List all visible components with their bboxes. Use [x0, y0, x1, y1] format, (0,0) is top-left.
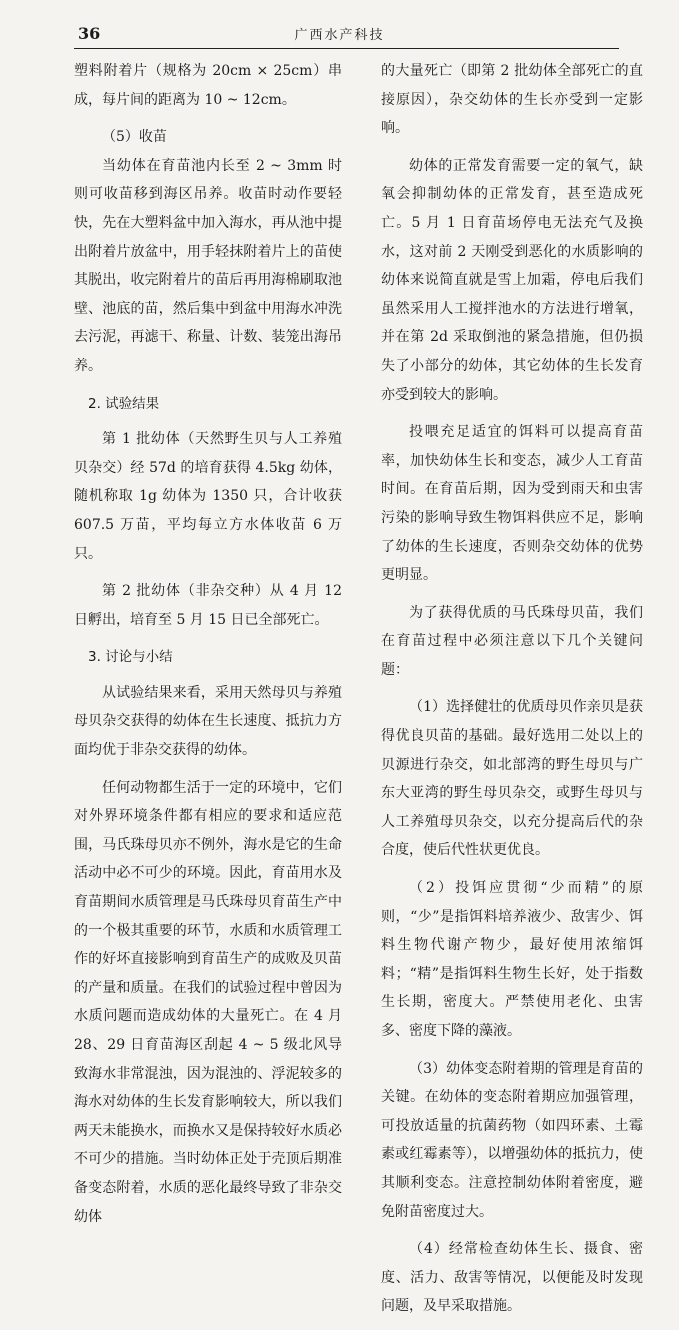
- paragraph-oxygen: 幼体的正常发育需要一定的氧气，缺氧会抑制幼体的正常发育，甚至造成死亡。5 月 1 日育苗场停电无法充气及换水，这对前 2 天刚受到恶化的水质影响的幼体来说简直就是雪上加霜，停电后我们虽然采用人工搅拌池水的方法进行增氧，并在第 2d 采取倒池的紧急措施，但仍损失了小部分的幼体，其它幼体的生长发育亦受到较大的影响。: [381, 157, 643, 403]
- header-rule: [74, 48, 619, 49]
- page-number: 36: [78, 24, 101, 43]
- page-header: [30, 18, 649, 46]
- paragraph-key-issues: 为了获得优质的马氏珠母贝苗，我们在育苗过程中必须注意以下几个关键问题：: [381, 604, 643, 678]
- right-column: [381, 57, 643, 1330]
- paragraph-feeding: 投喂充足适宜的饵料可以提高育苗率，加快幼体生长和变态，减少人工育苗时间。在育苗后期，因为受到雨天和虫害污染的影响导致生物饵料供应不足，影响了幼体的生长速度，否则杂交幼体的优势更明显。: [381, 424, 643, 584]
- paragraph-batch-1: 第 1 批幼体（天然野生贝与人工养殖贝杂交）经 57d 的培育获得 4.5kg 幼体，随机称取 1g 幼体为 1350 只，合计收获 607.5 万苗，平均每立方水体收苗 6 万只。: [74, 431, 342, 562]
- paragraph-continuation: 的大量死亡（即第 2 批幼体全部死亡的直接原因），杂交幼体的生长亦受到一定影响。: [381, 63, 643, 137]
- paragraph-key-3: （3）幼体变态附着期的管理是育苗的关键。在幼体的变态附着期应加强管理，可投放适量的抗菌药物（如四环素、土霉素或红霉素等），以增强幼体的抵抗力，使其顺利变态。注意控制幼体附着密度，避免附苗密度过大。: [381, 1060, 643, 1220]
- paragraph-key-1: （1）选择健壮的优质母贝作亲贝是获得优良贝苗的基础。最好选用二处以上的贝源进行杂交，如北部湾的野生母贝与广东大亚湾的野生母贝杂交，或野生母贝与人工养殖母贝杂交，以充分提高后代的杂合度，使后代性状更优良。: [381, 699, 643, 859]
- section-heading-discussion: 3. 讨论与小结: [88, 649, 173, 666]
- paragraph-harvest: 当幼体在育苗池内长至 2 ~ 3mm 时则可收苗移到海区吊养。收苗时动作要轻快，先在大塑料盆中加入海水，再从池中提出附着片放盆中，用手轻抹附着片上的苗使其脱出，收完附着片的苗后再用海棉刷取池壁、池底的苗，然后集中到盆中用海水冲洗去污泥，再滤干、称量、计数、装笼出海吊养。: [74, 157, 342, 374]
- paragraph-discussion-1: 从试验结果来看，采用天然母贝与养殖母贝杂交获得的幼体在生长速度、抵抗力方面均优于非杂交获得的幼体。: [74, 684, 342, 759]
- left-column: [74, 57, 342, 1240]
- section-heading-results: 2. 试验结果: [88, 395, 160, 412]
- paragraph-continuation: 塑料附着片（规格为 20cm × 25cm）串成，每片间的距离为 10 ~ 12cm。: [74, 63, 342, 108]
- subheading-harvest: （5）收苗: [102, 129, 167, 146]
- paragraph-discussion-2: 任何动物都生活于一定的环境中，它们对外界环境条件都有相应的要求和适应范围，马氏珠母贝亦不例外，海水是它的生命活动中必不可少的环境。因此，育苗用水及育苗期间水质管理是马氏珠母贝育苗生产中的一个极其重要的环节，水质和水质管理工作的好坏直接影响到育苗生产的成败及贝苗的产量和质量。在我们的试验过程中曾因为水质问题而造成幼体的大量死亡。在 4 月 28、29 日育苗海区刮起 4 ~ 5 级北风导致海水非常混浊，因为混浊的、浮泥较多的海水对幼体的生长发育影响较大，所以我们两天未能换水，而换水又是保持较好水质必不可少的措施。当时幼体正处于壳顶后期准备变态附着，水质的恶化最终导致了非杂交幼体: [74, 779, 342, 1225]
- paragraph-key-4: （4）经常检查幼体生长、摄食、密度、活力、敌害等情况，以便能及时发现问题，及早采取措施。: [381, 1241, 643, 1315]
- paragraph-key-2: （2）投饵应贯彻“少而精”的原则，“少”是指饵料培养液少、敌害少、饵料生物代谢产物少，最好使用浓缩饵料；“精”是指饵料生物生长好，处于指数生长期，密度大。严禁使用老化、虫害多、密度下降的藻液。: [381, 880, 643, 1039]
- paragraph-batch-2: 第 2 批幼体（非杂交种）从 4 月 12 日孵出，培育至 5 月 15 日已全部死亡。: [74, 583, 342, 628]
- journal-title: 广西水产科技: [294, 28, 385, 43]
